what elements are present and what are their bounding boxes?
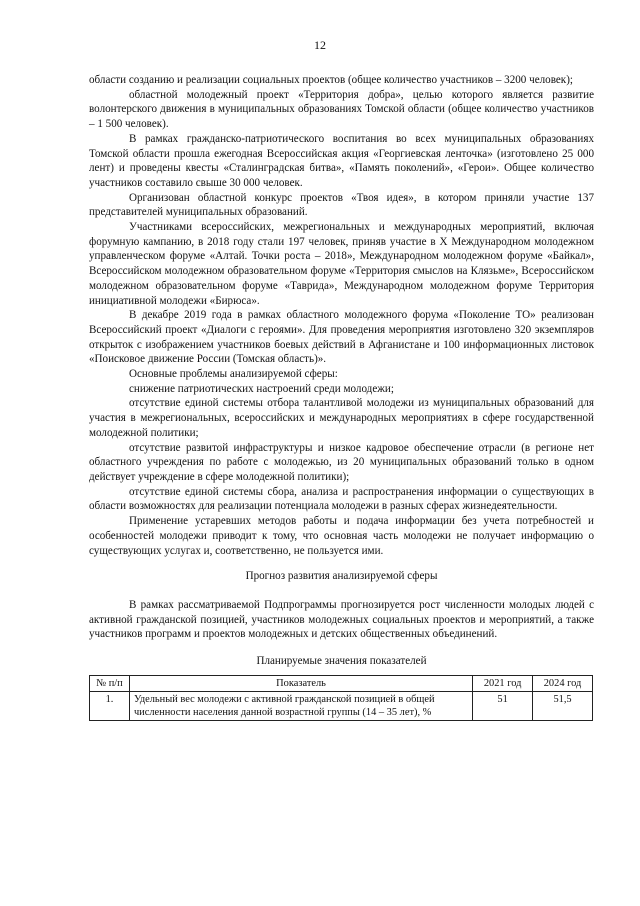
header-2024: 2024 год — [533, 675, 593, 691]
paragraph: В декабре 2019 года в рамках областного молодежного форума «Поколение ТО» реализован Всероссийский проект «Диалоги с героями». Для проведения мероприятия изготовлено 320 экземпляров открыток с изображением участников боевых действий в Афганистане и 100 информационных листовок «Поисковое движение России (Томская область)». — [89, 309, 594, 366]
row-num: 1. — [90, 691, 130, 720]
row-2024: 51,5 — [533, 691, 593, 720]
paragraph: Участниками всероссийских, межрегиональных и международных мероприятий, включая форумную кампанию, в 2018 году стали 197 человек, приняв участие в X Международном молодежном управленческом форуме «Алтай. Точки роста – 2018», Международном молодежном форуме «Байкал», Всероссийском молодежном образовательном форуме «Территория смыслов на Клязьме», Всероссийском молодежном образовательном форуме «Таврида», Международном молодежном форуме Территория инициативной молодежи «Бирюса». — [89, 221, 594, 307]
document-body — [89, 73, 594, 721]
header-2021: 2021 год — [473, 675, 533, 691]
paragraph: отсутствие единой системы отбора талантливой молодежи из муниципальных образований для участия в межрегиональных, всероссийских и международных мероприятиях в сфере государственной молодежной политики; — [89, 397, 594, 439]
header-indicator: Показатель — [129, 675, 472, 691]
table-title: Планируемые значения показателей — [256, 655, 427, 668]
paragraph: В рамках гражданско-патриотического воспитания во всех муниципальных образованиях Томской области прошла ежегодная Всероссийская акция «Георгиевская ленточка» (изготовлено 25 000 лент) и проведены квесты «Сталинградская битва», «Память поколений», «Герои». Общее количество участников составило свыше 30 000 человек. — [89, 132, 594, 189]
paragraph: Организован областной конкурс проектов «Твоя идея», в котором приняли участие 137 представителей муниципальных образований. — [89, 191, 594, 219]
row-indicator: Удельный вес молодежи с активной гражданской позицией в общей численности населения данной возрастной группы (14 – 35 лет), % — [129, 691, 472, 720]
paragraph: Основные проблемы анализируемой сферы: — [129, 368, 338, 381]
indicators-table — [89, 675, 593, 722]
paragraph: областной молодежный проект «Территория добра», целью которого является развитие волонтерского движения в муниципальных образованиях Томской области (общее количество участников – 1 500 человек). — [89, 88, 594, 131]
paragraph: области созданию и реализации социальных проектов (общее количество участников – 3200 человек); — [89, 74, 573, 86]
paragraph: отсутствие единой системы сбора, анализа и распространения информации о существующих в области возможностях для реализации потенциала молодежи в разных сферах жизнедеятельности. — [89, 485, 594, 513]
section-heading: Прогноз развития анализируемой сферы — [245, 570, 438, 583]
forecast-paragraph: В рамках рассматриваемой Подпрограммы прогнозируется рост численности молодых людей с активной гражданской позицией, участников молодежных социальных проектов и мероприятий, а также участников программ и проектов молодежных и детских общественных объединений. — [89, 598, 594, 641]
paragraph: Применение устаревших методов работы и подача информации без учета потребностей и особенностей молодежи приводит к тому, что основная часть молодежи не получает информацию о существующих услугах и, соответственно, не пользуется ими. — [89, 515, 594, 557]
paragraph-list — [89, 73, 594, 558]
paragraph: снижение патриотических настроений среди молодежи; — [129, 382, 394, 395]
table-header-row — [90, 675, 593, 691]
row-2021: 51 — [473, 691, 533, 720]
table-row — [90, 691, 593, 720]
paragraph: отсутствие развитой инфраструктуры и низкое кадровое обеспечение отрасли (в регионе нет областного учреждения по работе с молодежью, из 20 муниципальных образований только в одном действует учреждение в сфере молодежной политики); — [89, 441, 594, 483]
header-num: № п/п — [90, 675, 130, 691]
page-number: 12 — [314, 38, 326, 52]
